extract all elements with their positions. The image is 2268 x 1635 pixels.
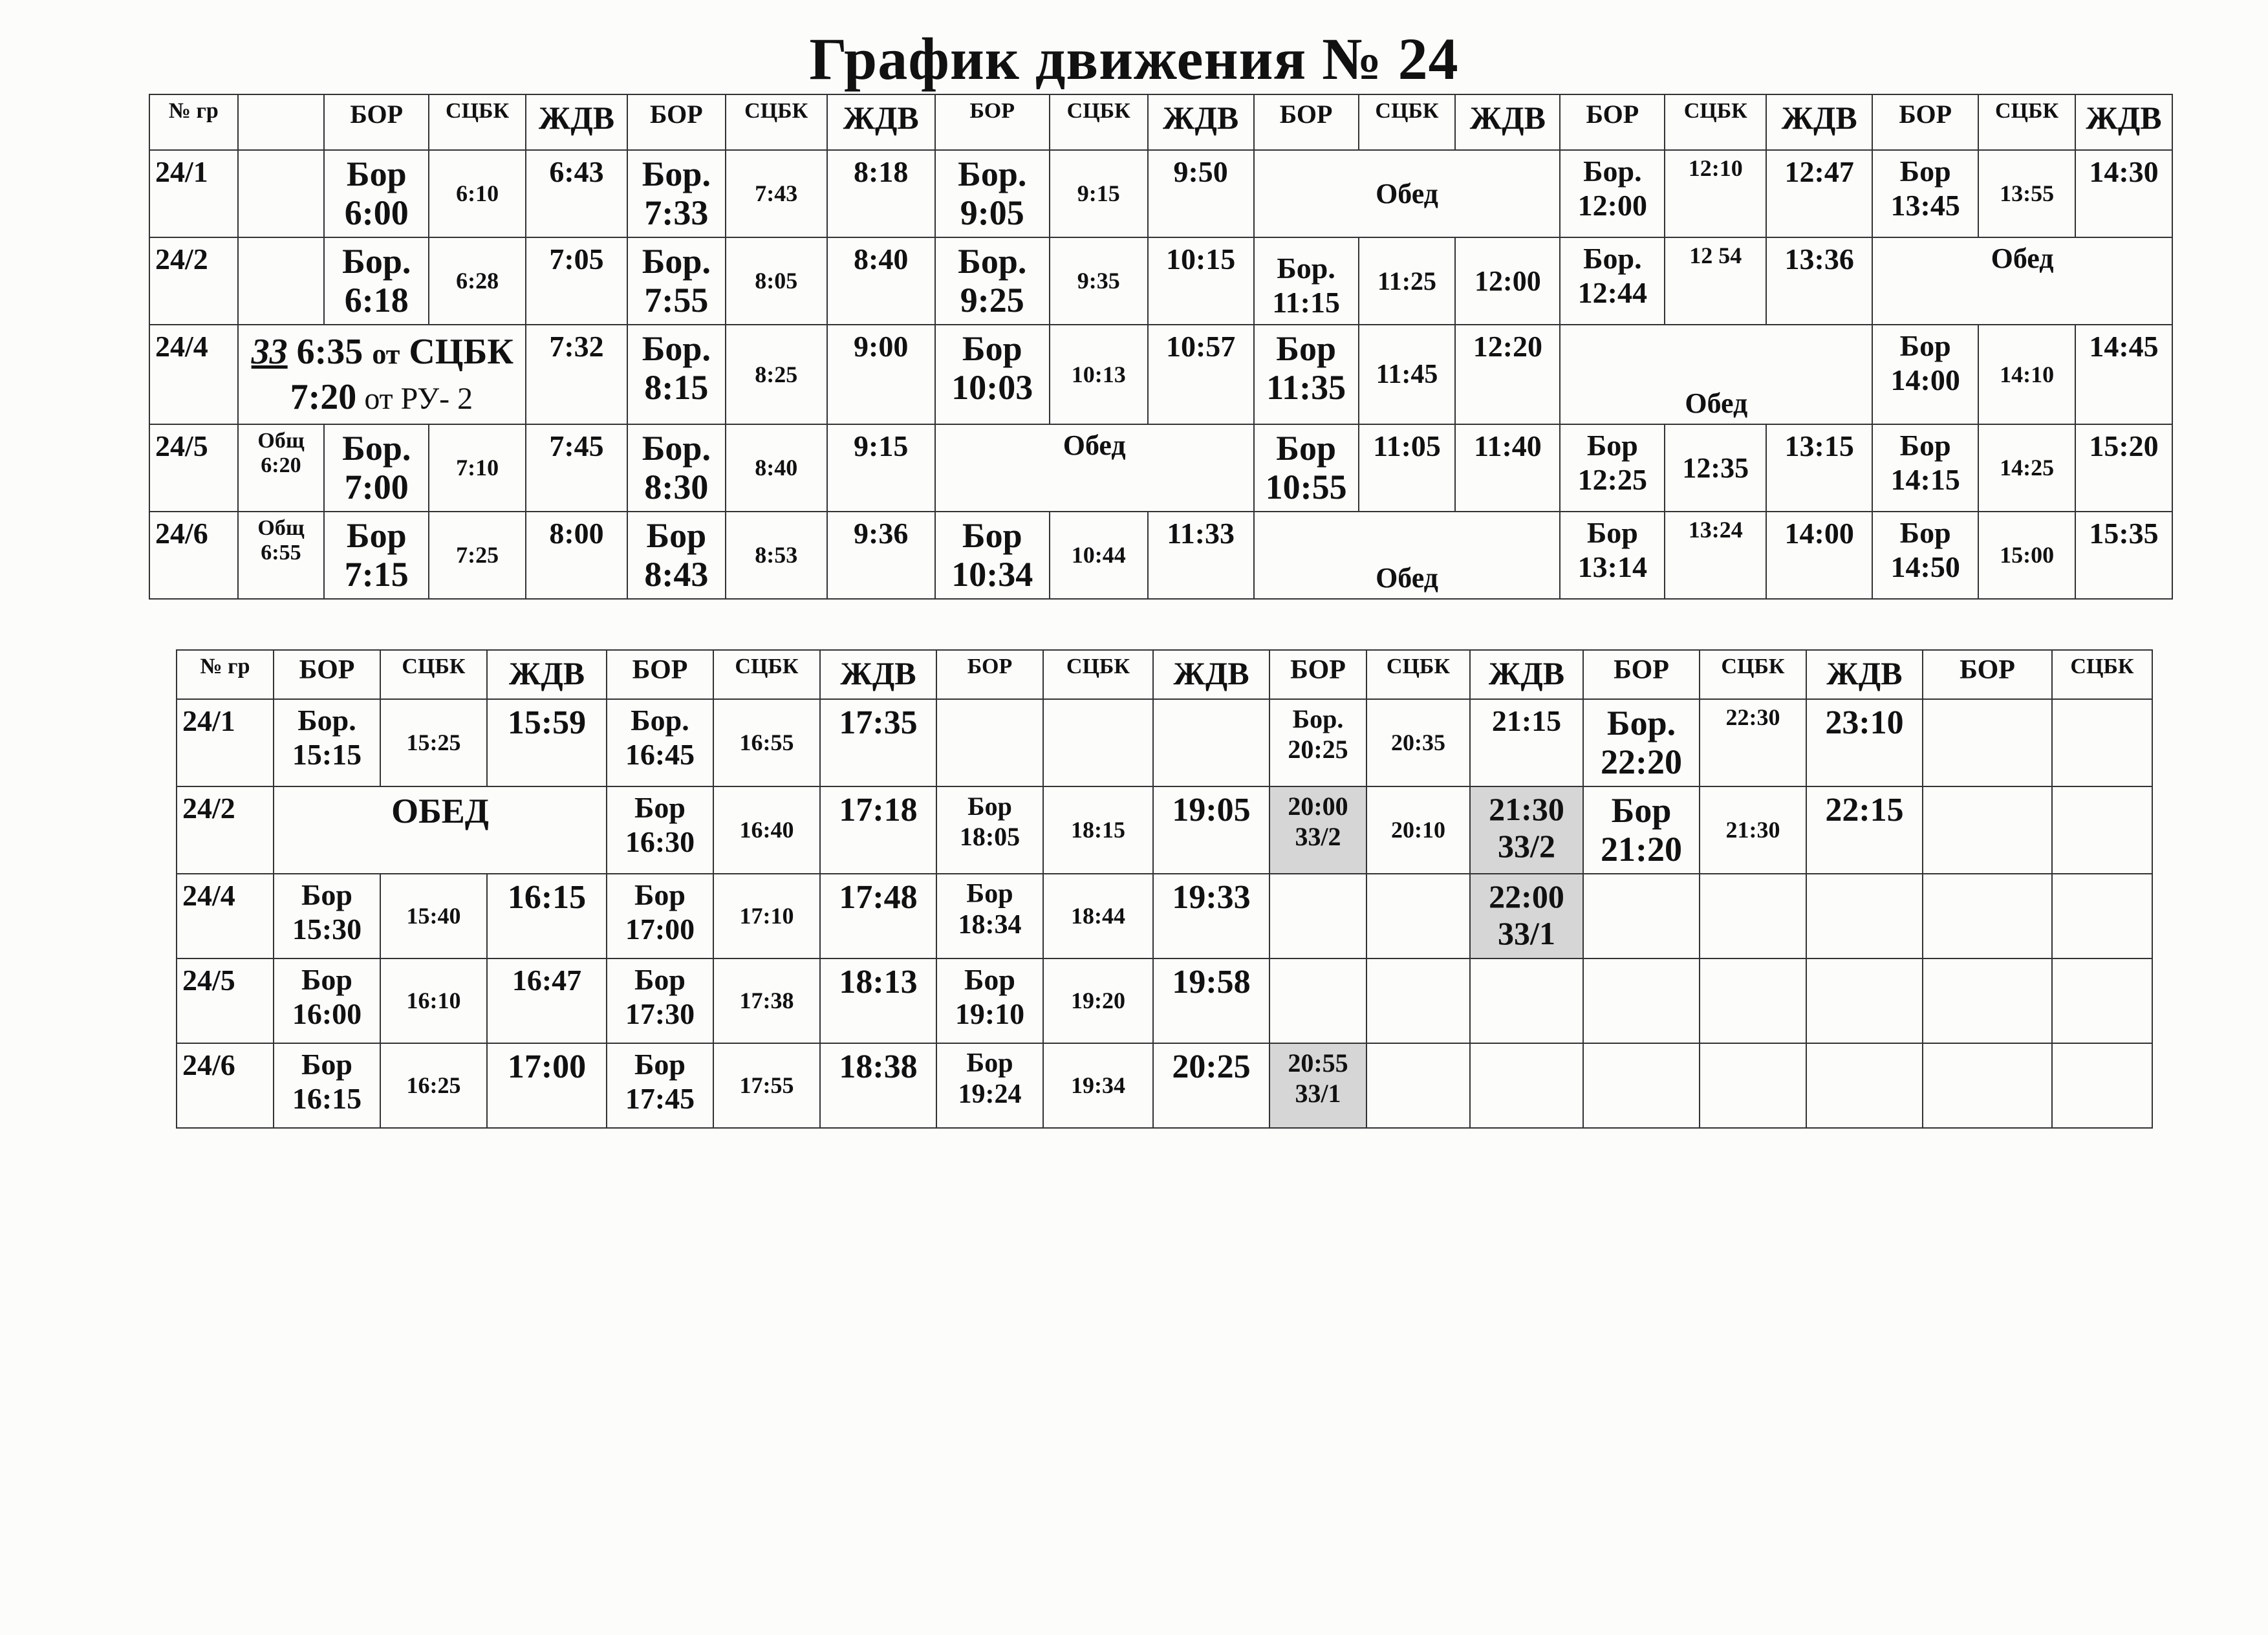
cell: Бор. 6:18 (324, 237, 429, 325)
header-cell: № гр (149, 94, 238, 150)
route-note (238, 325, 526, 424)
header-cell: ЖДВ (827, 94, 935, 150)
cell: 22:30 (1700, 699, 1806, 786)
group-cell: 24/2 (177, 786, 274, 874)
cell (1700, 874, 1806, 958)
cell: 9:00 (827, 325, 935, 424)
route-number: 33 (251, 331, 288, 372)
cell: 13:24 (1665, 512, 1766, 599)
table-row (177, 958, 2152, 1043)
cell: 19:20 (1043, 958, 1153, 1043)
cell: 11:45 (1359, 325, 1456, 424)
note-time-2: 7:20 (290, 376, 357, 417)
cell (936, 699, 1043, 786)
lunch-cell: ОБЕД (274, 786, 607, 874)
cell: 21:30 (1700, 786, 1806, 874)
table-row (177, 699, 2152, 786)
header-cell: СЦБК (713, 650, 820, 699)
cell (1366, 874, 1470, 958)
table-row (177, 1043, 2152, 1128)
cell: 20:25 (1153, 1043, 1269, 1128)
header-cell: БОР (936, 650, 1043, 699)
lunch-cell: Обед (1560, 325, 1872, 424)
cell: Общ 6:20 (238, 424, 325, 512)
cell: Бор 18:05 (936, 786, 1043, 874)
cell: 8:18 (827, 150, 935, 237)
cell: 8:40 (726, 424, 827, 512)
cell: Бор 7:15 (324, 512, 429, 599)
cell: Бор. 9:05 (935, 150, 1050, 237)
note-from: от (372, 338, 400, 370)
cell: Бор. 16:45 (607, 699, 713, 786)
cell: 7:45 (526, 424, 627, 512)
cell: Бор 10:34 (935, 512, 1050, 599)
header-cell: БОР (627, 94, 726, 150)
group-cell: 24/2 (149, 237, 238, 325)
cell: Бор 6:00 (324, 150, 429, 237)
cell: 7:10 (429, 424, 526, 512)
cell: 19:33 (1153, 874, 1269, 958)
cell: Бор. 7:00 (324, 424, 429, 512)
shaded-cell: 20:55 33/1 (1269, 1043, 1366, 1128)
cell: Бор 16:15 (274, 1043, 380, 1128)
cell: Бор 19:24 (936, 1043, 1043, 1128)
cell (1700, 958, 1806, 1043)
cell: 16:55 (713, 699, 820, 786)
cell: Общ 6:55 (238, 512, 325, 599)
lunch-cell: Обед (1254, 512, 1561, 599)
cell: Бор. 9:25 (935, 237, 1050, 325)
cell: 10:13 (1050, 325, 1148, 424)
cell: 14:30 (2075, 150, 2172, 237)
cell: 8:05 (726, 237, 827, 325)
cell: 12:35 (1665, 424, 1766, 512)
header-cell: СЦБК (429, 94, 526, 150)
cell: 13:36 (1766, 237, 1872, 325)
cell: Бор 14:15 (1872, 424, 1978, 512)
header-cell: СЦБК (1665, 94, 1766, 150)
schedule-table-morning (149, 94, 2173, 600)
cell: Бор. 11:15 (1254, 237, 1359, 325)
group-cell: 24/5 (149, 424, 238, 512)
header-cell: СЦБК (726, 94, 827, 150)
cell: 14:10 (1978, 325, 2075, 424)
header-cell: БОР (935, 94, 1050, 150)
note-time: 6:35 (287, 331, 373, 372)
header-cell: БОР (324, 94, 429, 150)
header-cell (238, 94, 325, 150)
group-cell: 24/4 (177, 874, 274, 958)
cell (1269, 958, 1366, 1043)
cell: 8:25 (726, 325, 827, 424)
cell: 21:15 (1470, 699, 1583, 786)
header-cell: СЦБК (1700, 650, 1806, 699)
header-cell: БОР (1560, 94, 1665, 150)
cell: 22:15 (1806, 786, 1923, 874)
cell (1806, 874, 1923, 958)
cell: 8:40 (827, 237, 935, 325)
note-stop: СЦБК (400, 331, 513, 372)
cell (2052, 1043, 2152, 1128)
cell: 20:10 (1366, 786, 1470, 874)
cell (1806, 958, 1923, 1043)
cell: 7:43 (726, 150, 827, 237)
cell: Бор 18:34 (936, 874, 1043, 958)
cell: Бор. 7:55 (627, 237, 726, 325)
cell: 8:53 (726, 512, 827, 599)
table-row (149, 237, 2172, 325)
header-cell: ЖДВ (1148, 94, 1254, 150)
cell: Бор. 20:25 (1269, 699, 1366, 786)
cell: 11:05 (1359, 424, 1456, 512)
cell: 9:36 (827, 512, 935, 599)
header-cell: ЖДВ (1153, 650, 1269, 699)
cell (2052, 874, 2152, 958)
cell: 17:38 (713, 958, 820, 1043)
table-row (177, 874, 2152, 958)
header-cell: ЖДВ (1470, 650, 1583, 699)
header-cell: СЦБК (1978, 94, 2075, 150)
cell (1923, 1043, 2052, 1128)
cell: Бор 14:50 (1872, 512, 1978, 599)
header-cell: БОР (1923, 650, 2052, 699)
cell: 15:25 (380, 699, 487, 786)
cell: Бор 14:00 (1872, 325, 1978, 424)
cell: Бор 13:45 (1872, 150, 1978, 237)
header-cell: БОР (1254, 94, 1359, 150)
cell: 10:15 (1148, 237, 1254, 325)
header-cell: № гр (177, 650, 274, 699)
header-cell: ЖДВ (1806, 650, 1923, 699)
cell: 6:43 (526, 150, 627, 237)
group-cell: 24/1 (149, 150, 238, 237)
cell: 9:35 (1050, 237, 1148, 325)
cell: 9:15 (1050, 150, 1148, 237)
cell (1470, 1043, 1583, 1128)
shaded-cell: 21:30 33/2 (1470, 786, 1583, 874)
cell (1923, 958, 2052, 1043)
header-cell: СЦБК (380, 650, 487, 699)
cell: Бор 17:45 (607, 1043, 713, 1128)
cell: Бор 19:10 (936, 958, 1043, 1043)
cell: Бор 10:03 (935, 325, 1050, 424)
header-cell: СЦБК (1359, 94, 1456, 150)
header-cell: ЖДВ (1455, 94, 1560, 150)
note-stop-2: от РУ- 2 (356, 381, 473, 416)
group-cell: 24/6 (177, 1043, 274, 1128)
cell: Бор 13:14 (1560, 512, 1665, 599)
cell: Бор 15:30 (274, 874, 380, 958)
lunch-cell: Обед (1872, 237, 2172, 325)
schedule-table-evening (176, 649, 2153, 1129)
cell: 16:10 (380, 958, 487, 1043)
cell: 17:55 (713, 1043, 820, 1128)
table-row (177, 786, 2152, 874)
table-row (149, 325, 2172, 424)
cell: 11:33 (1148, 512, 1254, 599)
cell: 11:25 (1359, 237, 1456, 325)
cell: 19:34 (1043, 1043, 1153, 1128)
cell: 15:40 (380, 874, 487, 958)
header-cell: ЖДВ (1766, 94, 1872, 150)
cell: 6:10 (429, 150, 526, 237)
cell (2052, 786, 2152, 874)
cell: 9:50 (1148, 150, 1254, 237)
cell: Бор 16:30 (607, 786, 713, 874)
cell: 12:00 (1455, 237, 1560, 325)
cell (1269, 874, 1366, 958)
group-cell: 24/1 (177, 699, 274, 786)
cell: 15:59 (487, 699, 607, 786)
cell (238, 150, 325, 237)
group-cell: 24/5 (177, 958, 274, 1043)
cell: Бор 10:55 (1254, 424, 1359, 512)
cell: 11:40 (1455, 424, 1560, 512)
cell: 6:28 (429, 237, 526, 325)
table-row (149, 150, 2172, 237)
cell: 14:25 (1978, 424, 2075, 512)
cell (1366, 958, 1470, 1043)
header-cell: БОР (1269, 650, 1366, 699)
cell: 8:00 (526, 512, 627, 599)
cell: 12:10 (1665, 150, 1766, 237)
cell (1583, 1043, 1700, 1128)
cell: 15:20 (2075, 424, 2172, 512)
cell: 12:20 (1455, 325, 1560, 424)
shaded-cell: 22:00 33/1 (1470, 874, 1583, 958)
cell: 9:15 (827, 424, 935, 512)
cell: 17:48 (820, 874, 936, 958)
cell: Бор. 8:30 (627, 424, 726, 512)
cell: 16:47 (487, 958, 607, 1043)
cell (1153, 699, 1269, 786)
cell: 13:15 (1766, 424, 1872, 512)
cell: 15:00 (1978, 512, 2075, 599)
header-cell: ЖДВ (487, 650, 607, 699)
cell (1923, 874, 2052, 958)
cell: Бор. 12:00 (1560, 150, 1665, 237)
header-cell: БОР (1872, 94, 1978, 150)
cell: 18:38 (820, 1043, 936, 1128)
header-cell: ЖДВ (2075, 94, 2172, 150)
header-cell: ЖДВ (526, 94, 627, 150)
header-cell: СЦБК (1050, 94, 1148, 150)
cell: 18:13 (820, 958, 936, 1043)
cell (1583, 874, 1700, 958)
cell: 19:05 (1153, 786, 1269, 874)
cell: Бор 16:00 (274, 958, 380, 1043)
cell: 23:10 (1806, 699, 1923, 786)
cell (1043, 699, 1153, 786)
cell: Бор. 7:33 (627, 150, 726, 237)
cell (1806, 1043, 1923, 1128)
header-cell: ЖДВ (820, 650, 936, 699)
lunch-cell: Обед (1254, 150, 1561, 237)
cell (1366, 1043, 1470, 1128)
header-cell: СЦБК (1366, 650, 1470, 699)
cell: Бор. 22:20 (1583, 699, 1700, 786)
cell: 18:15 (1043, 786, 1153, 874)
cell (1583, 958, 1700, 1043)
cell: 10:44 (1050, 512, 1148, 599)
cell: 12:47 (1766, 150, 1872, 237)
cell: 17:35 (820, 699, 936, 786)
cell: Бор. 8:15 (627, 325, 726, 424)
cell: 12 54 (1665, 237, 1766, 325)
cell (1700, 1043, 1806, 1128)
cell: Бор 17:00 (607, 874, 713, 958)
cell: 17:10 (713, 874, 820, 958)
cell: 10:57 (1148, 325, 1254, 424)
cell: 16:15 (487, 874, 607, 958)
header-cell: СЦБК (2052, 650, 2152, 699)
group-cell: 24/4 (149, 325, 238, 424)
cell (2052, 958, 2152, 1043)
table-row (149, 512, 2172, 599)
header-cell: СЦБК (1043, 650, 1153, 699)
cell: 18:44 (1043, 874, 1153, 958)
cell: 17:00 (487, 1043, 607, 1128)
cell (1923, 786, 2052, 874)
cell: 7:25 (429, 512, 526, 599)
cell: 15:35 (2075, 512, 2172, 599)
cell: 13:55 (1978, 150, 2075, 237)
cell: 16:40 (713, 786, 820, 874)
cell: 19:58 (1153, 958, 1269, 1043)
cell (238, 237, 325, 325)
cell: Бор 12:25 (1560, 424, 1665, 512)
cell: 16:25 (380, 1043, 487, 1128)
cell: Бор. 12:44 (1560, 237, 1665, 325)
group-cell: 24/6 (149, 512, 238, 599)
cell (1923, 699, 2052, 786)
cell: 17:18 (820, 786, 936, 874)
cell (2052, 699, 2152, 786)
page-title: График движения № 24 (809, 26, 1459, 92)
cell (1470, 958, 1583, 1043)
cell: 14:00 (1766, 512, 1872, 599)
shaded-cell: 20:00 33/2 (1269, 786, 1366, 874)
cell: Бор. 15:15 (274, 699, 380, 786)
table-header-row (149, 94, 2172, 150)
cell: Бор 17:30 (607, 958, 713, 1043)
cell: Бор 8:43 (627, 512, 726, 599)
cell: 7:32 (526, 325, 627, 424)
cell: 14:45 (2075, 325, 2172, 424)
lunch-cell: Обед (935, 424, 1254, 512)
header-cell: БОР (607, 650, 713, 699)
cell: 7:05 (526, 237, 627, 325)
table-row (149, 424, 2172, 512)
cell: Бор 11:35 (1254, 325, 1359, 424)
header-cell: БОР (1583, 650, 1700, 699)
cell: Бор 21:20 (1583, 786, 1700, 874)
table-header-row (177, 650, 2152, 699)
header-cell: БОР (274, 650, 380, 699)
cell: 20:35 (1366, 699, 1470, 786)
